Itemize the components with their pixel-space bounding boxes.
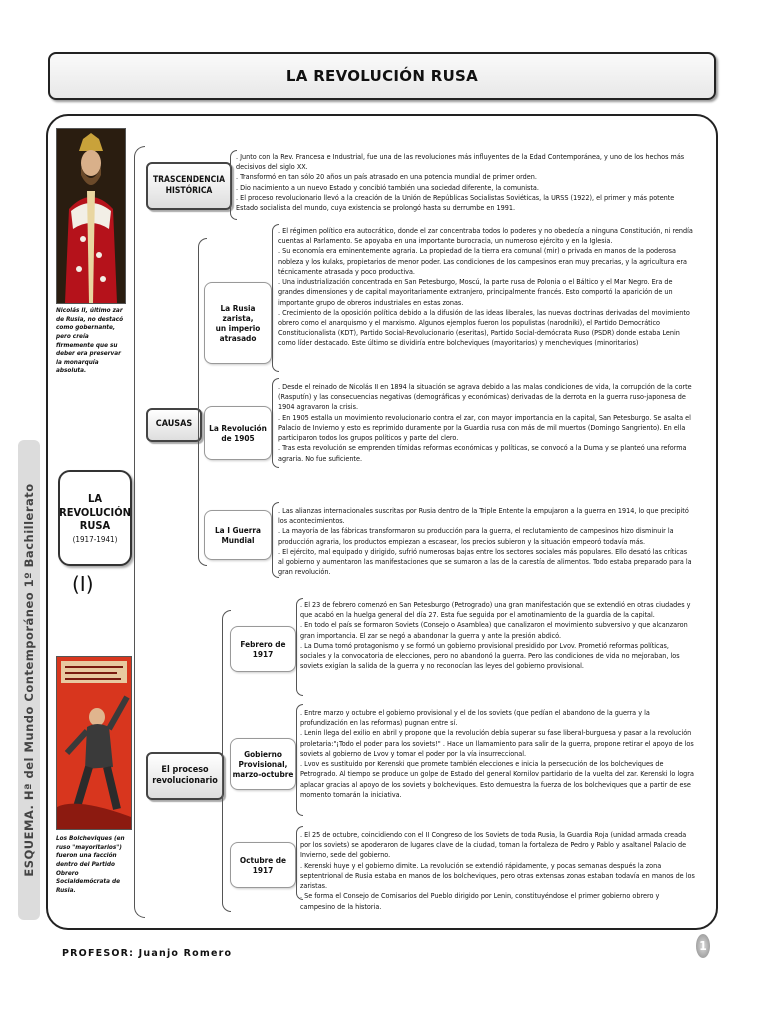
root-topic-box xyxy=(58,470,132,566)
causas-label: CAUSAS xyxy=(155,419,193,430)
febrero-line: . La Duma tomó protagonismo y se formó un gobierno provisional presidido por Lvov. Prometió reformas políticas, sociales y la convocatoria de elecciones, pero no abandonó la guerra. Pero las condiciones de vida no mejoraban, los soviets exigían la salida de la guerra y no reconocían las leyes del gobierno provisional. xyxy=(300,640,680,671)
febrero-text xyxy=(300,600,696,672)
proceso-label-line2: revolucionario xyxy=(152,776,218,786)
guerra-text xyxy=(278,506,694,578)
trascendencia-label-line1: TRASCENDENCIA xyxy=(152,175,226,186)
octubre-label-line2: 1917 xyxy=(252,865,274,875)
guerra-mundial-box xyxy=(204,510,272,560)
gobierno-label-line1: Gobierno xyxy=(244,748,282,759)
gobierno-line: . Lenin llega del exilio en abril y propone que la revolución debía superar su fase liberal-burguesa y pasar a la revolución proletaria:"¡Todo el poder para los soviets!" . Hace un llamamiento para salir de la guerra, propone retirar el apoyo de los soviets al gobierno de Lvov y tomar el poder por la vía insurreccional. xyxy=(300,728,694,758)
zarista-line: . Una industrialización concentrada en San Petesburgo, Moscú, la parte rusa de Polonia o el Báltico y el Mar Negro. Era de grandes dimensiones y de capital mayoritariamente extranjero, principalmente francés. Esto comportó la aparición de un importante grupo de obreros industriales en estas zonas. xyxy=(278,277,673,307)
gobierno-line: . Entre marzo y octubre el gobierno provisional y el de los soviets (que pedían el abandono de la guerra y la profundización en las reformas) pugnan entre sí. xyxy=(300,708,650,728)
octubre-line: . Kerenski huye y el gobierno dimite. La revolución se extendió rápidamente, y pocas semanas después la zona septentrional de Rusia estaba en manos de los bolcheviques, pero otras extensas zonas estaban todavía en manos de los zaristas. xyxy=(300,860,695,891)
febrero-line: . En todo el país se formaron Soviets (Consejo o Asamblea) que canalizaron el movimiento subversivo y que alcanzaron gran importancia. El zar se negó a abandonar la guerra y ante la presión abdicó. xyxy=(300,620,688,640)
zarista-line: . Crecimiento de la oposición política debido a la difusión de las ideas liberales, las nuevas doctrinas derivadas del movimiento obrero como el anarquismo y el marxismo. Algunos ejemplos fueron los populistas (narodniki), el Partido Democrático Constitucionalista (KDT), Partido Social-Revolucionario (eseritas), Partido Social-demócrata Ruso (PSDR) donde estaba Lenin como líder destacado. Este último se dividiría entre bolcheviques (mayoritarios) y mencheviques (minoritarios) xyxy=(278,307,690,348)
trascendencia-box xyxy=(146,162,232,210)
rev1905-text xyxy=(278,382,694,464)
octubre-line: . El 25 de octubre, coincidiendo con el II Congreso de los Soviets de toda Rusia, la Guardia Roja (unidad armada creada por los soviets) se apoderaron de lugares clave de la ciudad, toman la fortaleza de Pedro y Pablo y asaltanel Palacio de Invierno, sede del gobierno. xyxy=(300,830,687,860)
gobierno-line: . Lvov es sustituido por Kerenski que promete también elecciones e inicia la persecución de los bolcheviques de Petrogrado. Al tiempo se produce un golpe de Estado del general Kornilov partidario de la vuelta del zar. Kerenski lo logra aplacar gracias al apoyo de los soviets y bolcheviques. Esto demuestra la fuerza de los bolcheviques que a partir de ese momento tomarán la iniciativa. xyxy=(300,759,694,799)
zarista-line: . El régimen político era autocrático, donde el zar concentraba todos lo poderes y no obedecía a ninguna Constitución, ni rendía cuentas al Parlamento. Se apoyaba en una importante burocracia, un numeroso ejército y en la Iglesia. xyxy=(278,226,693,246)
febrero-line: . El 23 de febrero comenzó en San Petesburgo (Petrogrado) una gran manifestación que se extendió en otras ciudades y que acabó en la huelga general del día 27. Esta fue seguida por el amotinamiento de la guardia de la capital. xyxy=(300,600,691,620)
portrait-caption: Nicolás II, último zar de Rusia, no destacó como gobernante, pero creía firmemente que su deber era preservar la monarquía absoluta. xyxy=(56,306,124,375)
rev1905-line: . En 1905 estalla un movimiento revolucionario contra el zar, con mayor importancia en la capital, San Petesburgo. Se asalta el Palacio de Invierno y esto es reprimido duramente por la Guardia rusa con más de mil muertos (Domingo Sangriento). En ella participaron todos los grupos políticos y parte del clero. xyxy=(278,412,691,443)
febrero-label-line2: 1917 xyxy=(252,649,274,659)
guerra-label-line2: Mundial xyxy=(221,535,255,545)
gobierno-text xyxy=(300,708,696,800)
proceso-box xyxy=(146,752,224,800)
rev1905-line: . Desde el reinado de Nicolás II en 1894 la situación se agrava debido a las malas condiciones de vida, la corrupción de la corte (Rasputín) y las consecuencias negativas (demográficas y económicas) derivadas de la derrota en la guerra ruso-japonesa de 1904 agravaron la crisis. xyxy=(278,382,692,412)
gobierno-provisional-box xyxy=(230,738,296,790)
febrero-label-line1: Febrero de xyxy=(240,638,286,649)
bolshevik-poster-image xyxy=(56,656,132,830)
guerra-line: . El ejército, mal equipado y dirigido, sufrió numerosas bajas entre los sectores sociales más populares. Ello desató las críticas al gobierno y aumentaron las manifestaciones que se sumaron a las de la carestía de alimentos. Todo estaba preparado para la gran revolución. xyxy=(278,546,692,577)
zarista-text xyxy=(278,226,694,349)
tsar-portrait-image xyxy=(56,128,126,304)
trascendencia-line: . Junto con la Rev. Francesa e Industrial, fue una de las revoluciones más influyentes de la Edad Contemporánea, y uno de los hechos más decisivos del siglo XX. xyxy=(236,152,685,172)
poster-caption: Los Bolcheviques (en ruso "mayoritarios") fueron una facción dentro del Partido Obrero Socialdemócrata de Rusia. xyxy=(56,834,125,894)
part-number: (I) xyxy=(72,572,94,596)
octubre-label-line1: Octubre de xyxy=(239,854,287,865)
footer-professor: PROFESOR: Juanjo Romero xyxy=(62,948,233,959)
zarista-label-line1: La Rusia xyxy=(220,302,256,313)
page-title: LA REVOLUCIÓN RUSA xyxy=(48,52,716,100)
trascendencia-line: . Transformó en tan sólo 20 años un país atrasado en una potencia mundial de primer orden. xyxy=(236,172,537,182)
febrero-1917-box xyxy=(230,626,296,672)
octubre-line: . Se forma el Consejo de Comisarios del Pueblo dirigido por Lenin, constituyéndose el primer gobierno obrero y campesino de la historia. xyxy=(300,891,660,911)
causas-box xyxy=(146,408,202,442)
octubre-text xyxy=(300,830,696,912)
root-title-line1: LA xyxy=(88,491,102,505)
main-brace xyxy=(134,146,145,918)
zarista-label-line4: atrasado xyxy=(219,333,257,344)
root-title-line3: RUSA xyxy=(79,519,111,533)
trascendencia-line: . Dio nacimiento a un nuevo Estado y concibió también una sociedad diferente, la comunista. xyxy=(236,182,539,192)
root-dates: (1917-1941) xyxy=(72,535,118,545)
rev1905-line: . Tras esta revolución se emprenden tímidas reformas económicas y políticas, se convocó a la Duma y se planteó una reforma agraria. No fue suficiente. xyxy=(278,443,687,463)
guerra-line: . Las alianzas internacionales suscritas por Rusia dentro de la Triple Entente la empujaron a la guerra en 1914, lo que precipitó los acontecimientos. xyxy=(278,506,689,526)
proceso-label-line1: El proceso xyxy=(161,764,209,775)
rev1905-label-line1: La Revolución xyxy=(209,422,267,433)
gobierno-label-line2: Provisional, xyxy=(238,758,288,769)
octubre-1917-box xyxy=(230,842,296,888)
rev1905-label-line2: de 1905 xyxy=(221,433,255,443)
page-number-badge: 1 xyxy=(696,934,710,958)
trascendencia-line: . El proceso revolucionario llevó a la creación de la Unión de Repúblicas Socialistas Soviéticas, la URSS (1922), el primer y más potente Estado socialista del mundo, cuya existencia se prolongó hasta su derrumbe en 1991. xyxy=(236,192,675,213)
zarista-label-line3: un imperio xyxy=(215,323,261,333)
revolucion-1905-box xyxy=(204,406,272,460)
side-tab-text: ESQUEMA. Hª del Mundo Contemporáneo 1º Bachillerato xyxy=(22,483,36,877)
zarista-label-line2: zarista, xyxy=(222,312,254,323)
trascendencia-text xyxy=(236,152,692,213)
guerra-line: . La mayoría de las fábricas transformaron su producción para la guerra, el reclutamiento de campesinos hizo disminuir la producción agraria, los productos empiezan a escasear, los precios subieron y la situación empeoró todavía más. xyxy=(278,526,674,546)
zarista-line: . Su economía era eminentemente agraria. La propiedad de la tierra era comunal (mir) o privada en manos de la poderosa nobleza y los kulaks, propietarios de menor poder. Las condiciones de los campesinos eran muy precarias, y la agricultura era técnicamente atrasada y poco productiva. xyxy=(278,246,687,276)
trascendencia-label-line2: HISTÓRICA xyxy=(165,186,213,196)
guerra-label-line1: La I Guerra xyxy=(214,524,262,535)
rusia-zarista-box xyxy=(204,282,272,364)
root-title-line2: REVOLUCIÓN xyxy=(59,505,131,519)
gobierno-label-line3: marzo-octubre xyxy=(232,769,294,780)
